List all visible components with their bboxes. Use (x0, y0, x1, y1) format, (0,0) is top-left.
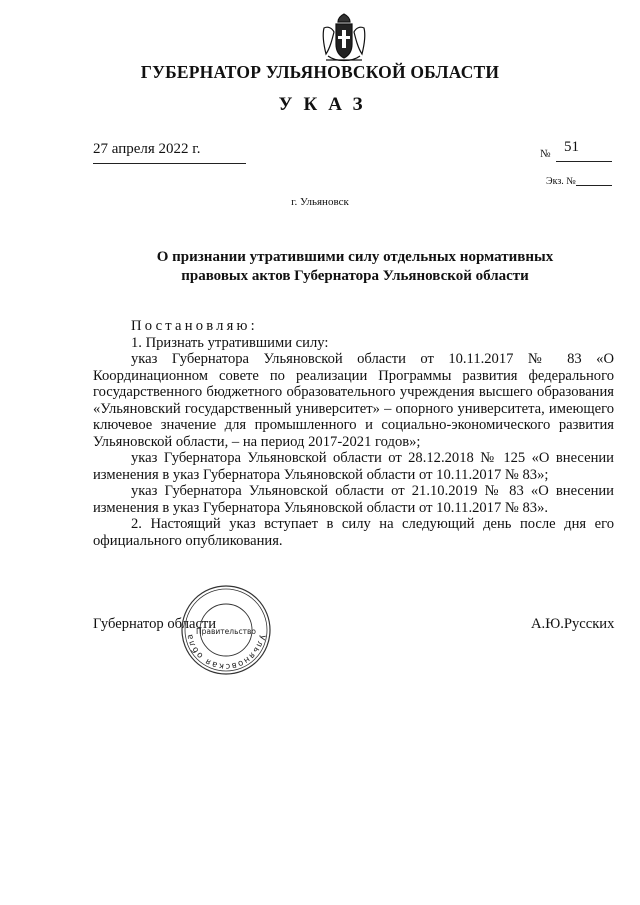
resolve-statement: Постановляю: (131, 318, 258, 334)
organization-title: ГУБЕРНАТОР УЛЬЯНОВСКОЙ ОБЛАСТИ (140, 62, 500, 82)
copy-number-label: Экз. № (546, 176, 576, 187)
date-text: 27 апреля 2022 г. (93, 141, 201, 157)
signer-name: А.Ю.Русских (531, 616, 615, 632)
repealed-decree-1: указ Губернатора Ульяновской области от 10.11.2017 № 83 «О Координационном совете по реализации Программы развития федерального государственного бюджетного образовательного учреждения высшего образования «Ульяновский государственный университет» – опорного университета, имеющего ключевое значение для промышленного и социально-экономического развития Ульяновской области, – на период 2017-2021 годов»; (93, 351, 614, 450)
repealed-decree-2: указ Губернатора Ульяновской области от 28.12.2018 № 125 «О внесении изменения в указ Губернатора Ульяновской области от 10.11.2017 № 83»; (93, 450, 614, 483)
item-2: 2. Настоящий указ вступает в силу на следующий день после дня его официального опубликования. (93, 516, 614, 549)
seal-inner-text: Правительство (196, 627, 256, 636)
heading-line-2: правовых актов Губернатора Ульяновской области (181, 268, 529, 284)
city: г. Ульяновск (291, 196, 349, 208)
heading-line-1: О признании утратившими силу отдельных нормативных (156, 249, 554, 265)
document-type: УКАЗ (278, 94, 374, 115)
coat-of-arms-icon (318, 10, 370, 66)
date-underline (93, 163, 246, 164)
copy-number-underline (576, 185, 612, 186)
item-1: 1. Признать утратившими силу: (131, 334, 329, 351)
seal-outer-text: Ульяновская обла (185, 632, 267, 672)
document-body (93, 318, 614, 549)
number-label: № (540, 148, 551, 160)
number-underline (556, 161, 612, 162)
repealed-decree-3: указ Губернатора Ульяновской области от 21.10.2019 № 83 «О внесении изменения в указ Губернатора Ульяновской области от 10.11.2017 № 83». (93, 483, 614, 516)
document-date (93, 141, 246, 164)
document-heading (140, 248, 570, 286)
document-number: 51 (564, 139, 579, 155)
signer-title: Губернатор области (93, 616, 217, 632)
